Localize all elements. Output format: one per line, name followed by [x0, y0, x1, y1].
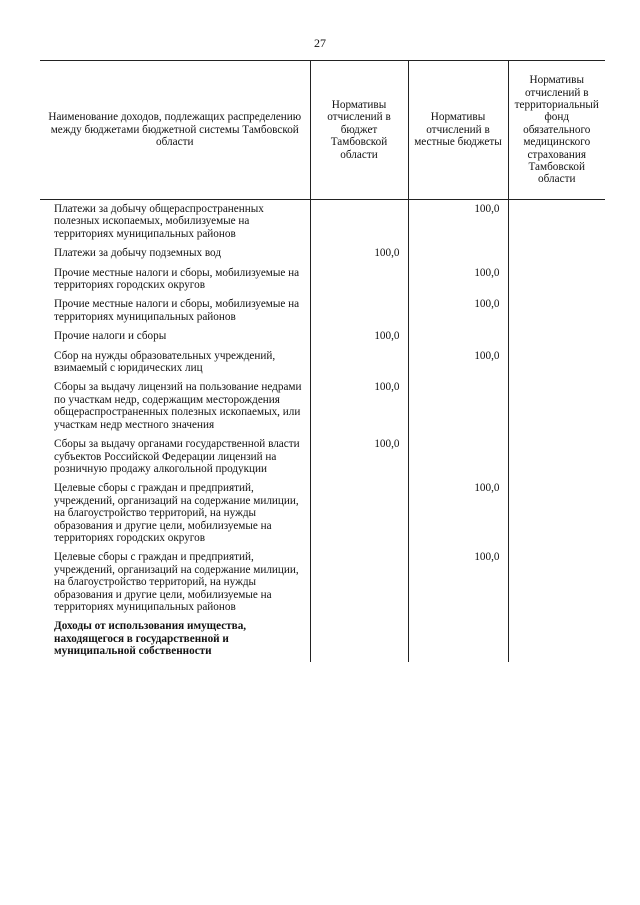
table-row [40, 435, 605, 479]
local-budget-cell [408, 435, 508, 479]
local-budget-cell: 100,0 [408, 548, 508, 617]
header-local-budgets: Нормативы отчислений в местные бюджеты [408, 61, 508, 200]
table-row [40, 548, 605, 617]
regional-budget-cell [310, 295, 408, 327]
local-budget-cell [408, 617, 508, 661]
income-name-cell: Прочие местные налоги и сборы, мобилизуемые на территориях городских округов [54, 266, 300, 292]
page-number: 27 [314, 36, 326, 50]
health-fund-cell [508, 347, 605, 379]
regional-budget-cell: 100,0 [310, 327, 408, 346]
local-budget-cell [408, 244, 508, 263]
regional-budget-cell [310, 617, 408, 661]
income-name-cell: Платежи за добычу общераспространенных полезных ископаемых, мобилизуемые на территориях муниципальных районов [54, 203, 264, 240]
health-fund-cell [508, 244, 605, 263]
health-fund-cell [508, 295, 605, 327]
table-row [40, 295, 605, 327]
health-fund-cell [508, 435, 605, 479]
income-name-cell: Прочие местные налоги и сборы, мобилизуемые на территориях муниципальных районов [54, 298, 300, 323]
income-name-cell: Целевые сборы с граждан и предприятий, учреждений, организаций на содержание милиции, на благоустройство территорий, на нужды образования и другие цели, мобилизуемые на территориях муниципальных районов [54, 551, 299, 613]
header-income-name: Наименование доходов, подлежащих распределению между бюджетами бюджетной системы Тамбовской области [40, 61, 310, 200]
local-budget-cell: 100,0 [408, 295, 508, 327]
health-fund-cell [508, 378, 605, 435]
revenue-distribution-table [40, 60, 605, 662]
regional-budget-cell [310, 479, 408, 548]
regional-budget-cell: 100,0 [310, 435, 408, 479]
header-regional-budget: Нормативы отчислений в бюджет Тамбовской области [310, 61, 408, 200]
regional-budget-cell [310, 347, 408, 379]
regional-budget-cell [310, 200, 408, 245]
health-fund-cell [508, 548, 605, 617]
income-name-cell: Сбор на нужды образовательных учреждений, взимаемый с юридических лиц [54, 349, 276, 375]
table-header-row [40, 61, 605, 200]
local-budget-cell: 100,0 [408, 264, 508, 296]
income-name-cell: Прочие налоги и сборы [54, 330, 167, 343]
health-fund-cell [508, 200, 605, 245]
header-health-insurance-fund: Нормативы отчислений в территориальный фонд обязательного медицинского страхования Тамбовской области [508, 61, 605, 200]
table-row [40, 264, 605, 296]
table-row [40, 617, 605, 661]
local-budget-cell [408, 327, 508, 346]
regional-budget-cell: 100,0 [310, 244, 408, 263]
local-budget-cell: 100,0 [408, 479, 508, 548]
income-name-cell: Сборы за выдачу органами государственной власти субъектов Российской Федерации лицензий на розничную продажу алкогольной продукции [54, 438, 300, 475]
income-name-cell: Платежи за добычу подземных вод [54, 247, 222, 260]
table-row [40, 200, 605, 245]
regional-budget-cell: 100,0 [310, 378, 408, 435]
table-row [40, 327, 605, 346]
income-name-cell: Сборы за выдачу лицензий на пользование недрами по участкам недр, содержащим месторождения общераспространенных полезных ископаемых, или участкам недр местного значения [54, 381, 302, 431]
table-row [40, 378, 605, 435]
regional-budget-cell [310, 548, 408, 617]
table-row [40, 347, 605, 379]
regional-budget-cell [310, 264, 408, 296]
table-row [40, 244, 605, 263]
local-budget-cell: 100,0 [408, 347, 508, 379]
income-name-cell: Целевые сборы с граждан и предприятий, учреждений, организаций на содержание милиции, на благоустройство территорий, на нужды образования и другие цели, мобилизуемые на территориях городских округов [54, 482, 299, 544]
health-fund-cell [508, 479, 605, 548]
local-budget-cell: 100,0 [408, 200, 508, 245]
health-fund-cell [508, 617, 605, 661]
health-fund-cell [508, 264, 605, 296]
table-row [40, 479, 605, 548]
local-budget-cell [408, 378, 508, 435]
income-name-cell: Доходы от использования имущества, находящегося в государственной и муниципальной собственности [54, 620, 247, 658]
health-fund-cell [508, 327, 605, 346]
